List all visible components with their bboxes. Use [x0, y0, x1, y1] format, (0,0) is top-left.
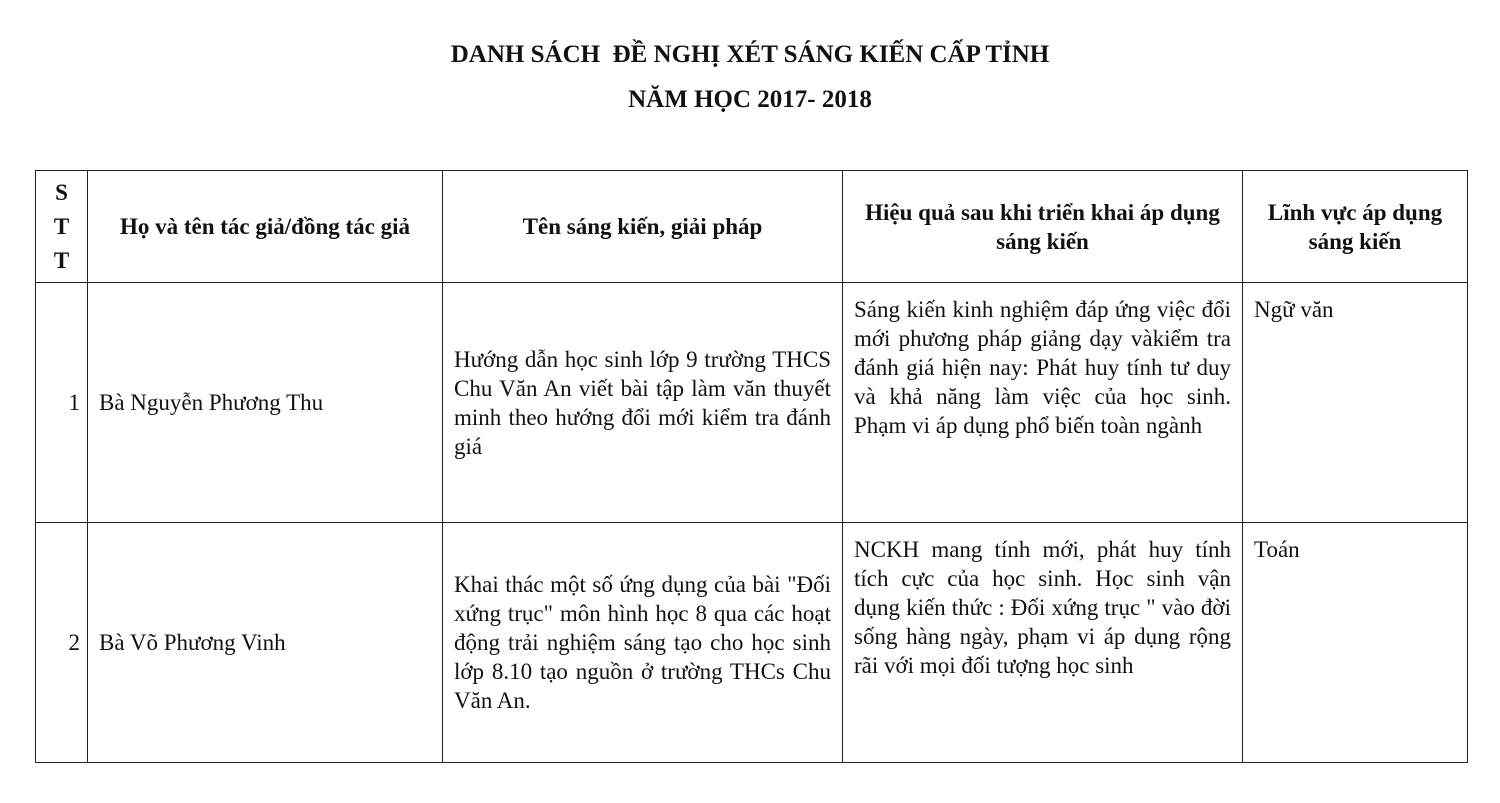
header-author: Họ và tên tác giả/đồng tác giả: [88, 171, 443, 283]
row-initiative: Khai thác một số ứng dụng của bài "Đối xứng trục" môn hình học 8 qua các hoạt động trải nghiệm sáng tạo cho học sinh lớp 8.10 tạo nguồn ở trường THCs Chu Văn An.: [443, 523, 843, 763]
row-field: Toán: [1243, 523, 1468, 763]
row-author: Bà Nguyễn Phương Thu: [88, 283, 443, 523]
row-stt: 1: [36, 283, 88, 523]
document-subtitle: NĂM HỌC 2017- 2018: [628, 86, 872, 113]
row-field: Ngữ văn: [1243, 283, 1468, 523]
table-header-row: [36, 171, 1468, 283]
row-effect: Sáng kiến kinh nghiệm đáp ứng việc đổi mới phương pháp giảng dạy vàkiểm tra đánh giá hiện nay: Phát huy tính tư duy và khả năng làm việc của học sinh. Phạm vi áp dụng phổ biến toàn ngành: [843, 283, 1243, 523]
table-row: [36, 523, 1468, 763]
initiative-table: [35, 170, 1468, 763]
header-stt-letter: T: [53, 213, 70, 239]
document-title: DANH SÁCH ĐỀ NGHỊ XÉT SÁNG KIẾN CẤP TỈNH: [450, 41, 1050, 68]
header-effect: Hiệu quả sau khi triển khai áp dụng sáng kiến: [843, 171, 1243, 283]
header-field: Lĩnh vực áp dụng sáng kiến: [1243, 171, 1468, 283]
header-stt-letter: T: [53, 247, 70, 273]
row-stt: 2: [36, 523, 88, 763]
row-initiative: Hướng dẫn học sinh lớp 9 trường THCS Chu Văn An viết bài tập làm văn thuyết minh theo hướng đổi mới kiểm tra đánh giá: [443, 283, 843, 523]
row-effect: NCKH mang tính mới, phát huy tính tích cực của học sinh. Học sinh vận dụng kiến thức : Đối xứng trục " vào đời sống hàng ngày, phạm vi áp dụng rộng rãi với mọi đối tượng học sinh: [843, 523, 1243, 763]
row-author: Bà Võ Phương Vinh: [88, 523, 443, 763]
table-row: [36, 283, 1468, 523]
header-initiative: Tên sáng kiến, giải pháp: [443, 171, 843, 283]
header-stt: [36, 171, 88, 283]
header-stt-letter: S: [55, 179, 68, 205]
